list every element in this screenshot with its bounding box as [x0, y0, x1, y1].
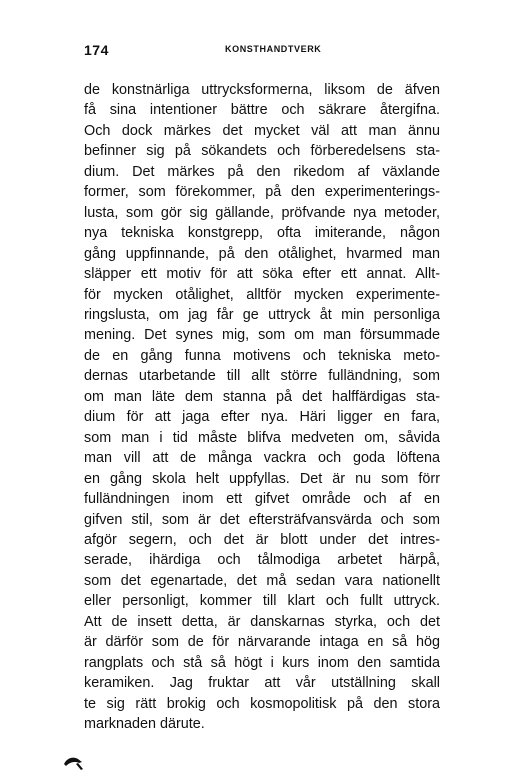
text-line: de en gång funna motivens och tekniska meto- [84, 347, 440, 364]
text-line: dernas utarbetande till allt större fulländning, som [84, 368, 440, 385]
text-line: former, som förekommer, på den experimenterings- [84, 184, 440, 201]
text-line: befinner sig på sökandets och förberedelsens sta- [84, 143, 440, 160]
page-number: 174 [84, 42, 109, 58]
text-line: gång uppfinnande, på den otålighet, hvarmed man [84, 245, 440, 262]
text-line: som man i tid måste blifva medveten om, såvida [84, 429, 440, 446]
text-line: serade, ihärdiga och tålmodiga arbetet härpå, [84, 552, 440, 569]
text-line: för mycken otålighet, alltför mycken experimente- [84, 286, 440, 303]
text-line: eller personligt, kommer till klart och fullt uttryck. [84, 593, 440, 610]
text-line: Att de insett detta, är danskarnas styrka, och det [84, 613, 440, 630]
text-line: marknaden därute. [84, 716, 205, 733]
text-line: de konstnärliga uttrycksformerna, liksom de äfven [84, 82, 440, 98]
text-line: är därför som de för närvarande intaga en så hög [84, 634, 440, 651]
text-line: som det egenartade, det må sedan vara nationellt [84, 572, 440, 589]
text-line: afgör segern, och det är blott under det intres- [84, 531, 440, 548]
text-line: fulländningen inom ett gifvet område och af en [84, 491, 440, 508]
text-line: en gång skola helt uppfyllas. Det är nu som förr [84, 470, 440, 487]
text-line: te sig rätt brokig och kosmopolitisk på den stora [84, 695, 440, 712]
text-line: rangplats och stå så högt i kurs inom den samtida [84, 654, 440, 671]
text-line: dium för att jaga efter nya. Häri ligger en fara, [84, 409, 440, 426]
text-line: ringslusta, om jag får ge uttryck åt min personliga [84, 306, 440, 323]
text-line: släpper ett motiv för att söka efter ett annat. Allt- [84, 266, 440, 283]
library-stamp-mark-icon [62, 752, 86, 772]
text-line: få sina intentioner bättre och säkrare återgifna. [84, 102, 440, 119]
text-line: om man läte dem stanna på det halffärdigas sta- [84, 388, 440, 405]
text-line: gifven stil, som är det eftersträfvansvärda och som [84, 511, 440, 528]
running-head: KONSTHANDTVERK [225, 44, 322, 54]
text-line: man vill att de många vackra och goda löftena [84, 450, 440, 467]
text-line: dium. Det märkes på den rikedom af växlande [84, 163, 440, 180]
page-header [84, 42, 444, 62]
body-text [84, 80, 440, 735]
text-line: lusta, som gör sig gällande, pröfvande nya metoder, [84, 204, 440, 221]
text-line: mening. Det synes mig, som om man försummade [84, 327, 440, 344]
text-line: nya tekniska konstgrepp, ofta imiterande, någon [84, 225, 440, 242]
text-line: keramiken. Jag fruktar att vår utställning skall [84, 675, 440, 692]
text-line: Och dock märkes det mycket väl att man ännu [84, 122, 440, 139]
